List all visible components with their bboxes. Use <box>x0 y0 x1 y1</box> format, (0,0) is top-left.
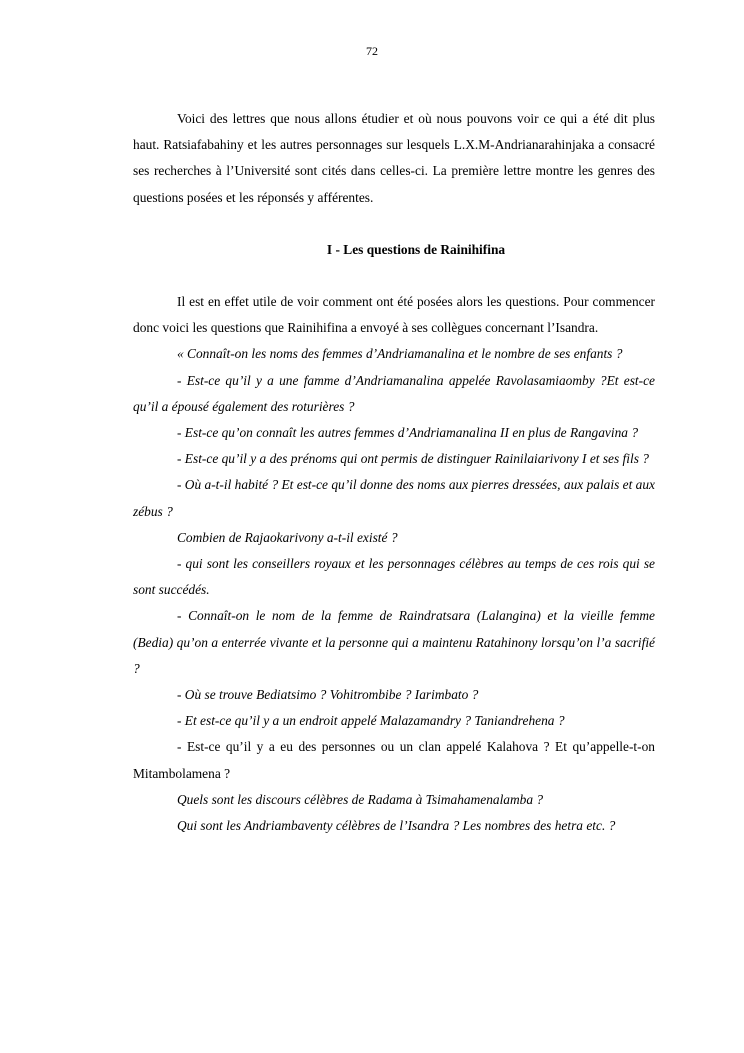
question-6: Combien de Rajaokarivony a-t-il existé ? <box>177 529 398 545</box>
question-3: - Est-ce qu’on connaît les autres femmes d’Andriamanalina II en plus de Rangavina ? <box>177 425 639 441</box>
question-4: - Est-ce qu’il y a des prénoms qui ont permis de distinguer Rainilaiarivony I et ses fils ? <box>177 451 649 467</box>
question-8: - Connaît-on le nom de la femme de Raindratsara (Lalangina) et la vieille femme (Bedia) qu’on a enterrée vivante et la personne qui a maintenu Ratahinony lorsqu’on l’a sacrifié ? <box>133 608 655 676</box>
page-body <box>133 106 655 839</box>
question-10: - Et est-ce qu’il y a un endroit appelé Malazamandry ? Taniandrehena ? <box>177 713 565 729</box>
question-12: Quels sont les discours célèbres de Radama à Tsimahamenalamba ? <box>177 791 544 807</box>
question-5: - Où a-t-il habité ? Et est-ce qu’il donne des noms aux pierres dressées, aux palais et aux zébus ? <box>133 477 655 519</box>
lead-paragraph: Il est en effet utile de voir comment ont été posées alors les questions. Pour commencer donc voici les questions que Rainihifina a envoyé à ses collègues concernant l’Isandra. <box>133 294 655 336</box>
question-13: Qui sont les Andriambaventy célèbres de l’Isandra ? Les nombres des hetra etc. ? <box>177 818 616 834</box>
question-7: - qui sont les conseillers royaux et les personnages célèbres au temps de ces rois qui se sont succédés. <box>133 556 655 598</box>
intro-paragraph: Voici des lettres que nous allons étudier et où nous pouvons voir ce qui a été dit plus haut. Ratsiafabahiny et les autres personnages sur lesquels L.X.M-Andrianarahinjaka a consacré ses recherches à l’Université sont cités dans celles-ci. La première lettre montre les genres des questions posées et les réponsés y afférentes. <box>133 111 655 205</box>
question-2: - Est-ce qu’il y a une famme d’Andriamanalina appelée Ravolasamiaomby ?Et est-ce qu’il a épousé également des roturières ? <box>133 372 655 414</box>
question-1: « Connaît-on les noms des femmes d’Andriamanalina et le nombre de ses enfants ? <box>177 346 623 362</box>
page-number: 72 <box>366 44 378 58</box>
question-11: - Est-ce qu’il y a eu des personnes ou un clan appelé Kalahova ? Et qu’appelle-t-on Mitambolamena ? <box>133 739 655 781</box>
section-heading: I - Les questions de Rainihifina <box>326 241 506 257</box>
question-9: - Où se trouve Bediatsimo ? Vohitrombibe ? Iarimbato ? <box>177 687 479 703</box>
